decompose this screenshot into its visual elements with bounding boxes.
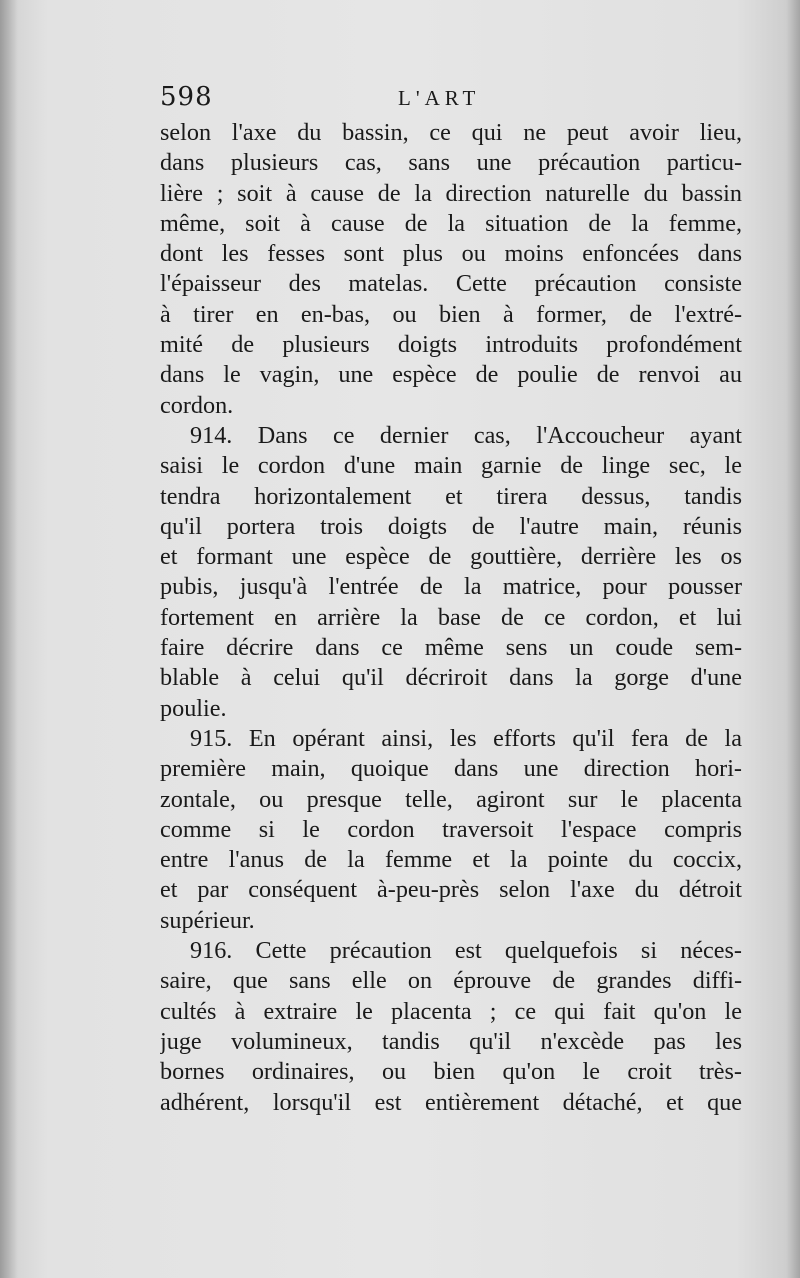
text-line: cultés à extraire le placenta ; ce qui fait qu'on le [160,997,742,1025]
text-line: saire, que sans elle on éprouve de grandes diffi- [160,967,742,995]
text-line: l'épaisseur des matelas. Cette précaution consiste [160,270,742,298]
text-line: et formant une espèce de gouttière, derrière les os [160,543,742,571]
text-line: tendra horizontalement et tirera dessus, tandis [160,482,742,510]
body-text [160,118,742,1118]
text-line: bornes ordinaires, ou bien qu'on le croit très- [160,1058,742,1086]
paragraph-915-start: 915. En opérant ainsi, les efforts qu'il fera de la [190,724,742,752]
running-head [160,82,742,116]
text-line: même, soit à cause de la situation de la femme, [160,209,742,237]
text-line: entre l'anus de la femme et la pointe du coccix, [160,846,742,874]
text-line: selon l'axe du bassin, ce qui ne peut avoir lieu, [160,119,742,146]
text-line: poulie. [160,694,227,722]
text-line: adhérent, lorsqu'il est entièrement détaché, et que [160,1088,742,1116]
text-line: à tirer en en-bas, ou bien à former, de l'extré- [160,300,742,328]
text-line: qu'il portera trois doigts de l'autre main, réunis [160,512,742,540]
text-line: fortement en arrière la base de ce cordon, et lui [160,603,742,631]
text-line: blable à celui qu'il décriroit dans la gorge d'une [160,664,742,692]
text-line: dont les fesses sont plus ou moins enfoncées dans [160,240,742,268]
paragraph-916-start: 916. Cette précaution est quelquefois si néces- [190,937,742,965]
text-line: mité de plusieurs doigts introduits profondément [160,331,742,359]
text-line: première main, quoique dans une direction hori- [160,755,742,783]
running-title: L'ART [398,86,481,110]
text-line: dans plusieurs cas, sans une précaution particu- [160,149,742,177]
text-line: cordon. [160,391,234,419]
text-line: juge volumineux, tandis qu'il n'excède pas les [160,1027,742,1055]
page-number: 598 [160,82,213,112]
text-line: saisi le cordon d'une main garnie de linge sec, le [160,452,742,480]
text-line: lière ; soit à cause de la direction naturelle du bassin [160,179,742,207]
text-line: zontale, ou presque telle, agiront sur le placenta [160,785,742,813]
page-gutter-shadow [0,0,18,1278]
text-line: dans le vagin, une espèce de poulie de renvoi au [160,361,742,389]
paragraph-914-start: 914. Dans ce dernier cas, l'Accoucheur ayant [190,421,742,449]
text-line: pubis, jusqu'à l'entrée de la matrice, pour pousser [160,573,742,601]
text-line: comme si le cordon traversoit l'espace compris [160,815,742,843]
text-line: faire décrire dans ce même sens un coude sem- [160,634,742,662]
page-edge-shadow [786,0,800,1278]
text-line: et par conséquent à-peu-près selon l'axe du détroit [160,876,742,904]
text-line: supérieur. [160,906,255,934]
